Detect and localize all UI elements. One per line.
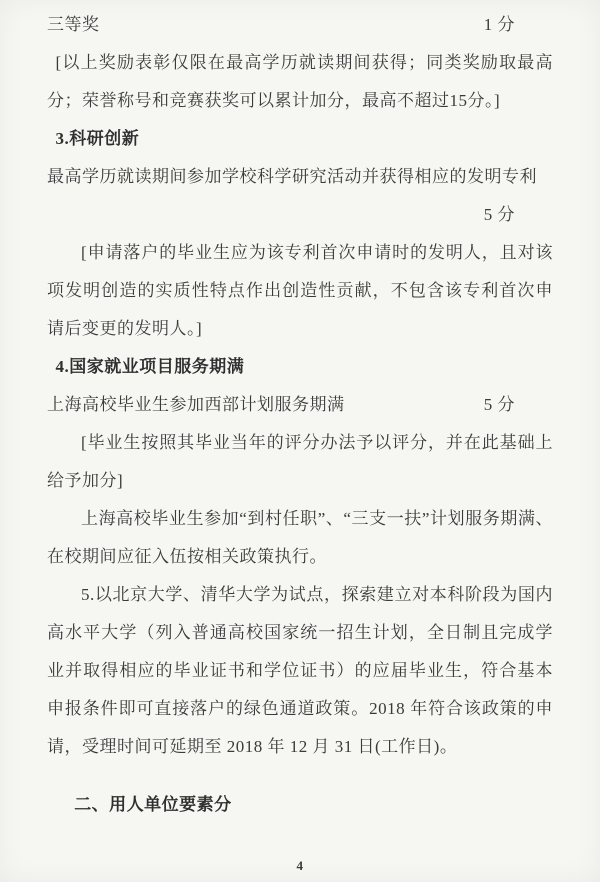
- score-value: 1 分: [483, 15, 515, 34]
- page-number: 4: [296, 858, 304, 873]
- paragraph-patent-activity: 最高学历就读期间参加学校科学研究活动并获得相应的发明专利: [47, 167, 537, 186]
- score-row-third-prize: [47, 6, 553, 44]
- note-grading-method: [毕业生按照其毕业当年的评分办法予以评分，并在此基础上给予加分]: [47, 433, 553, 490]
- note-award-limits: [以上奖励表彰仅限在最高学历就读期间获得；同类奖励取最高分；荣誉称号和竞赛获奖可以累计加分，最高不超过15分。]: [47, 53, 553, 110]
- paragraph-village-service: 上海高校毕业生参加“到村任职”、“三支一扶”计划服务期满、在校期间应征入伍按相关政策执行。: [47, 509, 553, 566]
- score-item-label: 上海高校毕业生参加西部计划服务期满: [47, 395, 345, 414]
- score-item-label: 三等奖: [47, 15, 100, 34]
- score-value: 5 分: [483, 205, 515, 224]
- score-line-patent: [47, 196, 553, 234]
- heading-national-service: 4.国家就业项目服务期满: [55, 357, 245, 376]
- paragraph-pilot-policy: 5.以北京大学、清华大学为试点，探索建立对本科阶段为国内高水平大学（列入普通高校国家统一招生计划，全日制且完成学业并取得相应的毕业证书和学位证书）的应届毕业生，符合基本申报条件即可直接落户的绿色通道政策。2018 年符合该政策的申请，受理时间可延期至 2018 年 12 月 31 日(工作日)。: [47, 585, 553, 756]
- heading-research-innovation: 3.科研创新: [55, 129, 140, 148]
- score-value: 5 分: [483, 395, 515, 414]
- score-row-west-plan: [47, 386, 553, 424]
- note-patent-inventor: [申请落户的毕业生应为该专利首次申请时的发明人，且对该项发明创造的实质性特点作出创造性贡献，不包含该专利首次申请后变更的发明人。]: [47, 243, 553, 338]
- heading-employer-factors: 二、用人单位要素分: [74, 795, 232, 814]
